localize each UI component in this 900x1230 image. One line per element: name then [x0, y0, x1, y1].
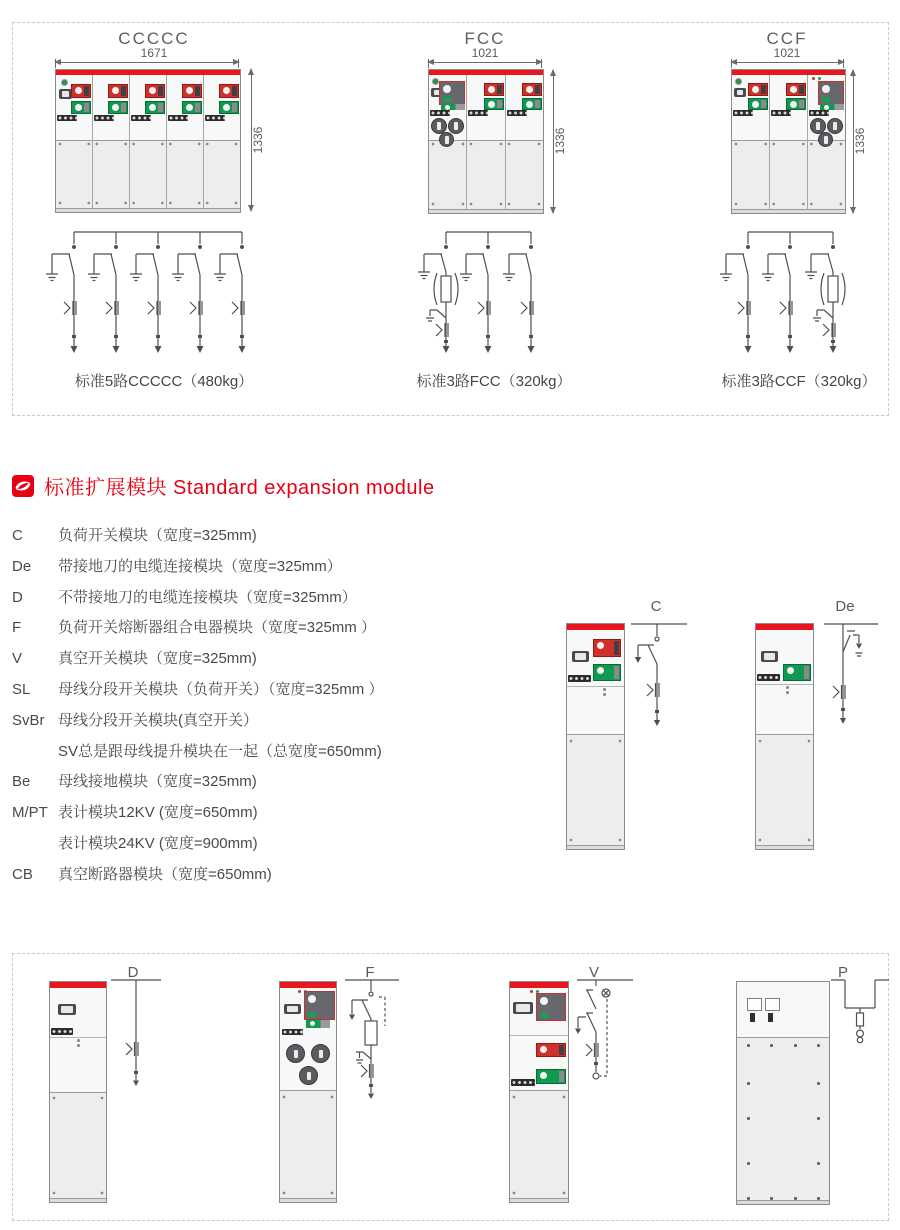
- fuse-canister: [448, 118, 464, 134]
- single-line-diagram-p: [831, 964, 891, 1054]
- single-line-diagram-d: [109, 964, 167, 1089]
- single-line-diagram-f: [343, 964, 405, 1102]
- module-code: SvBr: [12, 711, 45, 729]
- module-cabinet-f: [279, 981, 337, 1203]
- module-desc: 负荷开关熔断器组合电器模块（宽度=325mm ）: [58, 619, 376, 637]
- screw-row: [567, 739, 624, 743]
- module-code: V: [12, 650, 23, 668]
- earthing-operator-module: [219, 101, 239, 114]
- earthing-operator-module: [71, 101, 91, 114]
- fuse-canister: [286, 1044, 305, 1063]
- figure-title-ccccc: CCCCC: [118, 29, 190, 48]
- screw-row: [429, 142, 543, 146]
- cabinet-lower-door: [737, 1037, 829, 1201]
- module-figure-f: [343, 964, 405, 1102]
- figure-title-fcc: FCC: [464, 29, 506, 48]
- terminal-strip: [57, 115, 77, 121]
- single-line-diagram-c: [629, 598, 691, 734]
- list-item: [12, 706, 492, 737]
- terminal-strip: [430, 110, 450, 116]
- terminal-strip: [511, 1079, 535, 1086]
- terminal-strip: [733, 110, 753, 116]
- fuse-switch-operator-module: [818, 81, 844, 105]
- fuse-canister: [827, 118, 843, 134]
- module-label-p: P: [837, 964, 848, 981]
- door-screw-grid: [747, 1044, 750, 1047]
- figure-title-ccf: CCF: [766, 29, 808, 48]
- indicator-lamps: [298, 990, 301, 993]
- earthing-operator-module: [593, 664, 621, 681]
- cabinet-red-strip: [50, 982, 106, 988]
- cabinet-front-fcc: [428, 69, 544, 214]
- module-code: CB: [12, 865, 33, 883]
- terminal-strip: [282, 1029, 303, 1035]
- module-desc: 母线分段开关模块（负荷开关）（宽度=325mm ）: [58, 680, 384, 698]
- cabinet-lower-door: [756, 734, 813, 846]
- terminal-strip: [131, 115, 151, 121]
- cabinet-base: [567, 845, 624, 849]
- screw-row: [510, 1191, 568, 1195]
- gas-display: [572, 651, 589, 662]
- width-dimension-line: [55, 62, 239, 63]
- cabinet-base: [756, 845, 813, 849]
- module-code: Be: [12, 773, 31, 791]
- cabinet-base: [56, 208, 240, 212]
- earthing-operator-module: [145, 101, 165, 114]
- module-figure-c: [629, 598, 691, 734]
- figure-caption-ccf: 标准3路CCF（320kg）: [721, 373, 877, 390]
- module-code: [12, 829, 58, 860]
- cabinet-red-strip: [567, 624, 624, 630]
- gas-display: [513, 1002, 533, 1014]
- terminal-strip: [51, 1028, 73, 1035]
- screw-row: [510, 1095, 568, 1099]
- cabinet-red-strip: [510, 982, 568, 988]
- module-desc: 表计模块12KV (宽度=650mm): [58, 804, 258, 822]
- breaker-operator-module: [536, 993, 566, 1021]
- vent-dots: [786, 686, 789, 689]
- switch-operator-module: [182, 84, 202, 98]
- list-item: [12, 829, 492, 860]
- screw-row: [50, 1096, 106, 1100]
- cabinet-base: [280, 1198, 336, 1202]
- terminal-strip: [94, 115, 114, 121]
- height-dimension-ccccc: 1336: [251, 126, 265, 154]
- module-cabinet-c: [566, 623, 625, 850]
- module-figure-d: [109, 964, 167, 1089]
- module-desc: 负荷开关模块（宽度=325mm): [58, 527, 257, 544]
- section-title: 标准扩展模块 Standard expansion module: [44, 477, 435, 499]
- width-dimension-ccf: 1021: [773, 46, 801, 60]
- fuse-switch-operator-module: [439, 81, 465, 105]
- switch-operator-module: [219, 84, 239, 98]
- single-line-diagram-fcc: [434, 227, 546, 355]
- list-item: [12, 798, 492, 829]
- module-label-d: D: [127, 964, 139, 981]
- module-label-de: De: [835, 598, 855, 615]
- screw-row: [756, 739, 813, 743]
- screw-row: [56, 201, 240, 205]
- cabinet-base: [429, 209, 543, 213]
- gas-display: [761, 651, 778, 662]
- meter-window: [747, 998, 762, 1011]
- indicator-lamp: [432, 78, 439, 85]
- earthing-operator-module: [786, 98, 806, 110]
- module-label-v: V: [588, 964, 599, 981]
- switch-operator-module: [536, 1043, 566, 1057]
- fuse-switch-operator-module: [304, 991, 335, 1020]
- cabinet-lower-door: [50, 1092, 106, 1199]
- module-figure-p: [831, 964, 891, 1054]
- cabinet-base: [737, 1200, 829, 1204]
- switch-operator-module: [484, 83, 504, 96]
- earthing-operator-module: [182, 101, 202, 114]
- screw-row: [732, 202, 845, 206]
- module-desc: SV总是跟母线提升模块在一起（总宽度=650mm): [58, 742, 382, 760]
- switch-operator-module: [522, 83, 542, 96]
- terminal-strip: [809, 110, 829, 116]
- cabinet-base: [732, 209, 845, 213]
- module-cabinet-v: [509, 981, 569, 1203]
- screw-row: [756, 838, 813, 842]
- vent-dots: [77, 1039, 80, 1042]
- height-dimension-ccf: 1336: [853, 127, 867, 155]
- cabinet-red-strip: [280, 982, 336, 988]
- terminal-strip: [205, 115, 225, 121]
- expansion-figures-section: [12, 953, 889, 1221]
- module-label-f: F: [365, 964, 375, 981]
- switch-operator-module: [145, 84, 165, 98]
- cabinet-red-strip: [756, 624, 813, 630]
- terminal-strip: [168, 115, 188, 121]
- gas-display: [58, 1004, 76, 1015]
- module-label-c: C: [650, 598, 662, 615]
- module-desc: 真空断路器模块（宽度=650mm): [58, 865, 272, 883]
- earthing-operator-module: [108, 101, 128, 114]
- gas-display: [734, 88, 746, 97]
- meter-switch: [768, 1013, 773, 1022]
- cabinet-lower-door: [567, 734, 624, 846]
- list-item: [12, 675, 492, 706]
- module-code: De: [12, 557, 32, 575]
- indicator-lamps: [530, 990, 533, 993]
- module-desc: 表计模块24KV (宽度=900mm): [58, 834, 258, 852]
- expansion-module-list: [12, 521, 492, 891]
- switch-operator-module: [786, 83, 806, 96]
- module-desc: 母线接地模块（宽度=325mm): [58, 773, 257, 791]
- screw-row: [567, 838, 624, 842]
- terminal-strip: [468, 110, 488, 116]
- cabinet-front-ccf: [731, 69, 846, 214]
- list-item: [12, 521, 492, 552]
- terminal-strip: [757, 674, 780, 681]
- figure-caption-ccccc: 标准5路CCCCC（480kg）: [74, 373, 254, 390]
- brand-swoosh-icon: [12, 475, 34, 497]
- earthing-operator-module: [748, 98, 768, 110]
- screw-row: [732, 142, 845, 146]
- width-dimension-fcc: 1021: [471, 46, 499, 60]
- list-item: [12, 767, 492, 798]
- figure-caption-fcc: 标准3路FCC（320kg）: [416, 373, 572, 390]
- list-item: [12, 737, 492, 768]
- terminal-strip: [507, 110, 527, 116]
- module-desc: 母线分段开关模块(真空开关）: [58, 711, 258, 729]
- section-heading: [12, 471, 435, 500]
- earthing-operator-module: [783, 664, 811, 681]
- module-cabinet-de: [755, 623, 814, 850]
- module-cabinet-d: [49, 981, 107, 1203]
- screw-row: [280, 1191, 336, 1195]
- module-cabinet-p: [736, 981, 830, 1205]
- fuse-canister: [299, 1066, 318, 1085]
- module-code: M/PT: [12, 804, 48, 822]
- cabinet-base: [50, 1198, 106, 1202]
- vent-dots: [603, 688, 606, 691]
- earthing-operator-module: [484, 98, 504, 110]
- width-dimension-line: [731, 62, 844, 63]
- switch-operator-module: [748, 83, 768, 96]
- screw-row: [56, 142, 240, 146]
- cabinet-base: [510, 1198, 568, 1202]
- earthing-operator-module: [522, 98, 542, 110]
- standard-units-section: [12, 22, 889, 416]
- module-figure-v: [575, 964, 639, 1102]
- list-item: [12, 552, 492, 583]
- cabinet-lower-door: [510, 1090, 568, 1199]
- module-code: C: [12, 527, 23, 544]
- module-code: [12, 737, 58, 768]
- width-dimension-ccccc: 1671: [140, 46, 168, 60]
- width-dimension-line: [428, 62, 542, 63]
- module-code: D: [12, 588, 23, 606]
- module-figure-de: [822, 598, 884, 734]
- list-item: [12, 583, 492, 614]
- screw-row: [429, 202, 543, 206]
- cabinet-lower-door: [280, 1090, 336, 1199]
- indicator-lamp: [735, 78, 742, 85]
- module-code: F: [12, 619, 22, 637]
- gas-display: [284, 1004, 301, 1014]
- fuse-canister: [311, 1044, 330, 1063]
- list-item: [12, 613, 492, 644]
- module-desc: 不带接地刀的电缆连接模块（宽度=325mm）: [58, 588, 357, 606]
- terminal-strip: [771, 110, 791, 116]
- earthing-operator-module: [536, 1069, 566, 1084]
- terminal-strip: [568, 675, 591, 682]
- single-line-diagram-ccccc: [56, 227, 252, 355]
- module-desc: 带接地刀的电缆连接模块（宽度=325mm）: [58, 557, 342, 575]
- single-line-diagram-v: [575, 964, 639, 1102]
- indicator-lamps: [812, 77, 815, 80]
- meter-window: [765, 998, 780, 1011]
- cabinet-front-ccccc: [55, 69, 241, 213]
- single-line-diagram-ccf: [736, 227, 848, 355]
- module-desc: 真空开关模块（宽度=325mm): [58, 650, 257, 668]
- list-item: [12, 644, 492, 675]
- switch-operator-module: [108, 84, 128, 98]
- screw-row: [280, 1095, 336, 1099]
- list-item: [12, 860, 492, 891]
- indicator-lamp: [61, 79, 68, 86]
- meter-switch: [750, 1013, 755, 1022]
- switch-operator-module: [71, 84, 91, 98]
- height-dimension-fcc: 1336: [553, 127, 567, 155]
- switch-operator-module: [593, 639, 621, 657]
- screw-row: [50, 1191, 106, 1195]
- module-code: SL: [12, 680, 31, 698]
- single-line-diagram-de: [822, 598, 884, 734]
- earthing-operator-module: [306, 1020, 330, 1028]
